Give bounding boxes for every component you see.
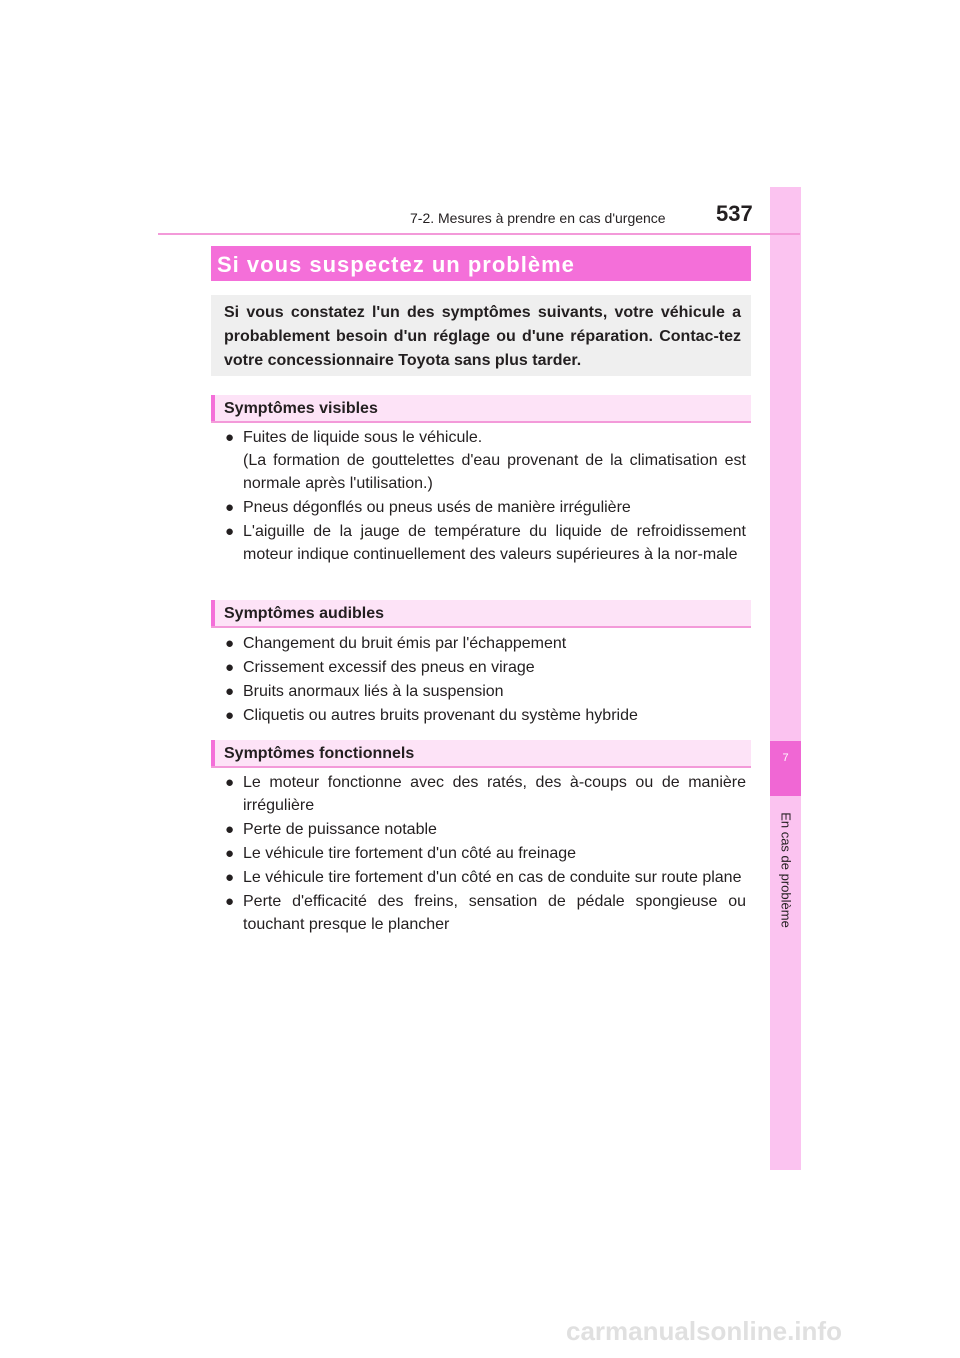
chapter-number: 7 (782, 752, 789, 764)
list-item-text: Bruits anormaux liés à la suspension (243, 683, 504, 700)
section-heading-text: Symptômes visibles (224, 400, 378, 417)
list-audibles (225, 632, 746, 728)
list-item (225, 818, 746, 841)
list-visibles (225, 426, 746, 567)
section-heading-accent (211, 600, 215, 626)
list-item-text: Pneus dégonflés ou pneus usés de manière irrégulière (243, 499, 631, 516)
header-divider (158, 233, 800, 235)
bullet-icon: ● (225, 893, 235, 910)
section-heading-text: Symptômes fonctionnels (224, 745, 415, 762)
bullet-icon: ● (225, 821, 235, 838)
list-fonctionnels (225, 771, 746, 937)
chapter-number-block (770, 741, 801, 796)
list-item (225, 680, 746, 703)
bullet-icon: ● (225, 869, 235, 886)
list-item (225, 866, 746, 889)
list-item (225, 704, 746, 727)
list-item (225, 656, 746, 679)
list-item (225, 496, 746, 519)
section-heading-visibles (211, 395, 751, 423)
list-item-text: Le véhicule tire fortement d'un côté en cas de conduite sur route plane (243, 869, 742, 886)
list-item (225, 632, 746, 655)
bullet-icon: ● (225, 635, 235, 652)
list-item-text: Crissement excessif des pneus en virage (243, 659, 535, 676)
watermark: carmanualsonline.info (566, 1316, 842, 1346)
bullet-icon: ● (225, 845, 235, 862)
list-item-text: Perte d'efficacité des freins, sensation de pédale spongieuse ou touchant presque le plancher (243, 893, 746, 933)
section-heading-text: Symptômes audibles (224, 605, 385, 622)
bullet-icon: ● (225, 659, 235, 676)
bullet-icon: ● (225, 429, 235, 446)
list-item-text: Le moteur fonctionne avec des ratés, des à-coups ou de manière irrégulière (243, 774, 746, 814)
bullet-icon: ● (225, 499, 235, 516)
page-number: 537 (716, 201, 753, 226)
section-heading-accent (211, 395, 215, 421)
list-item-text: Perte de puissance notable (243, 821, 437, 838)
header-section-title: 7-2. Mesures à prendre en cas d'urgence (410, 210, 666, 226)
list-item-text: Changement du bruit émis par l'échappement (243, 635, 567, 652)
chapter-side-tab (770, 187, 801, 1170)
list-item-text: Fuites de liquide sous le véhicule. (243, 429, 483, 446)
bullet-icon: ● (225, 774, 235, 791)
list-item-note: (La formation de gouttelettes d'eau provenant de la climatisation est normale après l'utilisation.) (243, 452, 746, 492)
section-heading-fonctionnels (211, 740, 751, 768)
bullet-icon: ● (225, 707, 235, 724)
intro-text: Si vous constatez l'un des symptômes suivants, votre véhicule a probablement besoin d'un réglage ou d'une réparation. Contac-tez votre concessionnaire Toyota sans plus tarder. (224, 304, 741, 369)
bullet-icon: ● (225, 523, 235, 540)
chapter-title: En cas de problème (778, 812, 794, 928)
list-item-text: L'aiguille de la jauge de température du liquide de refroidissement moteur indique continuellement des valeurs supérieures à la nor-male (243, 523, 746, 563)
list-item (225, 771, 746, 817)
page-title: Si vous suspectez un problème (217, 252, 575, 277)
section-heading-audibles (211, 600, 751, 628)
list-item-text: Cliquetis ou autres bruits provenant du système hybride (243, 707, 638, 724)
list-item (225, 520, 746, 566)
intro-box (211, 295, 751, 376)
bullet-icon: ● (225, 683, 235, 700)
list-item (225, 426, 746, 495)
section-heading-accent (211, 740, 215, 766)
list-item (225, 890, 746, 936)
list-item (225, 842, 746, 865)
list-item-text: Le véhicule tire fortement d'un côté au freinage (243, 845, 577, 862)
